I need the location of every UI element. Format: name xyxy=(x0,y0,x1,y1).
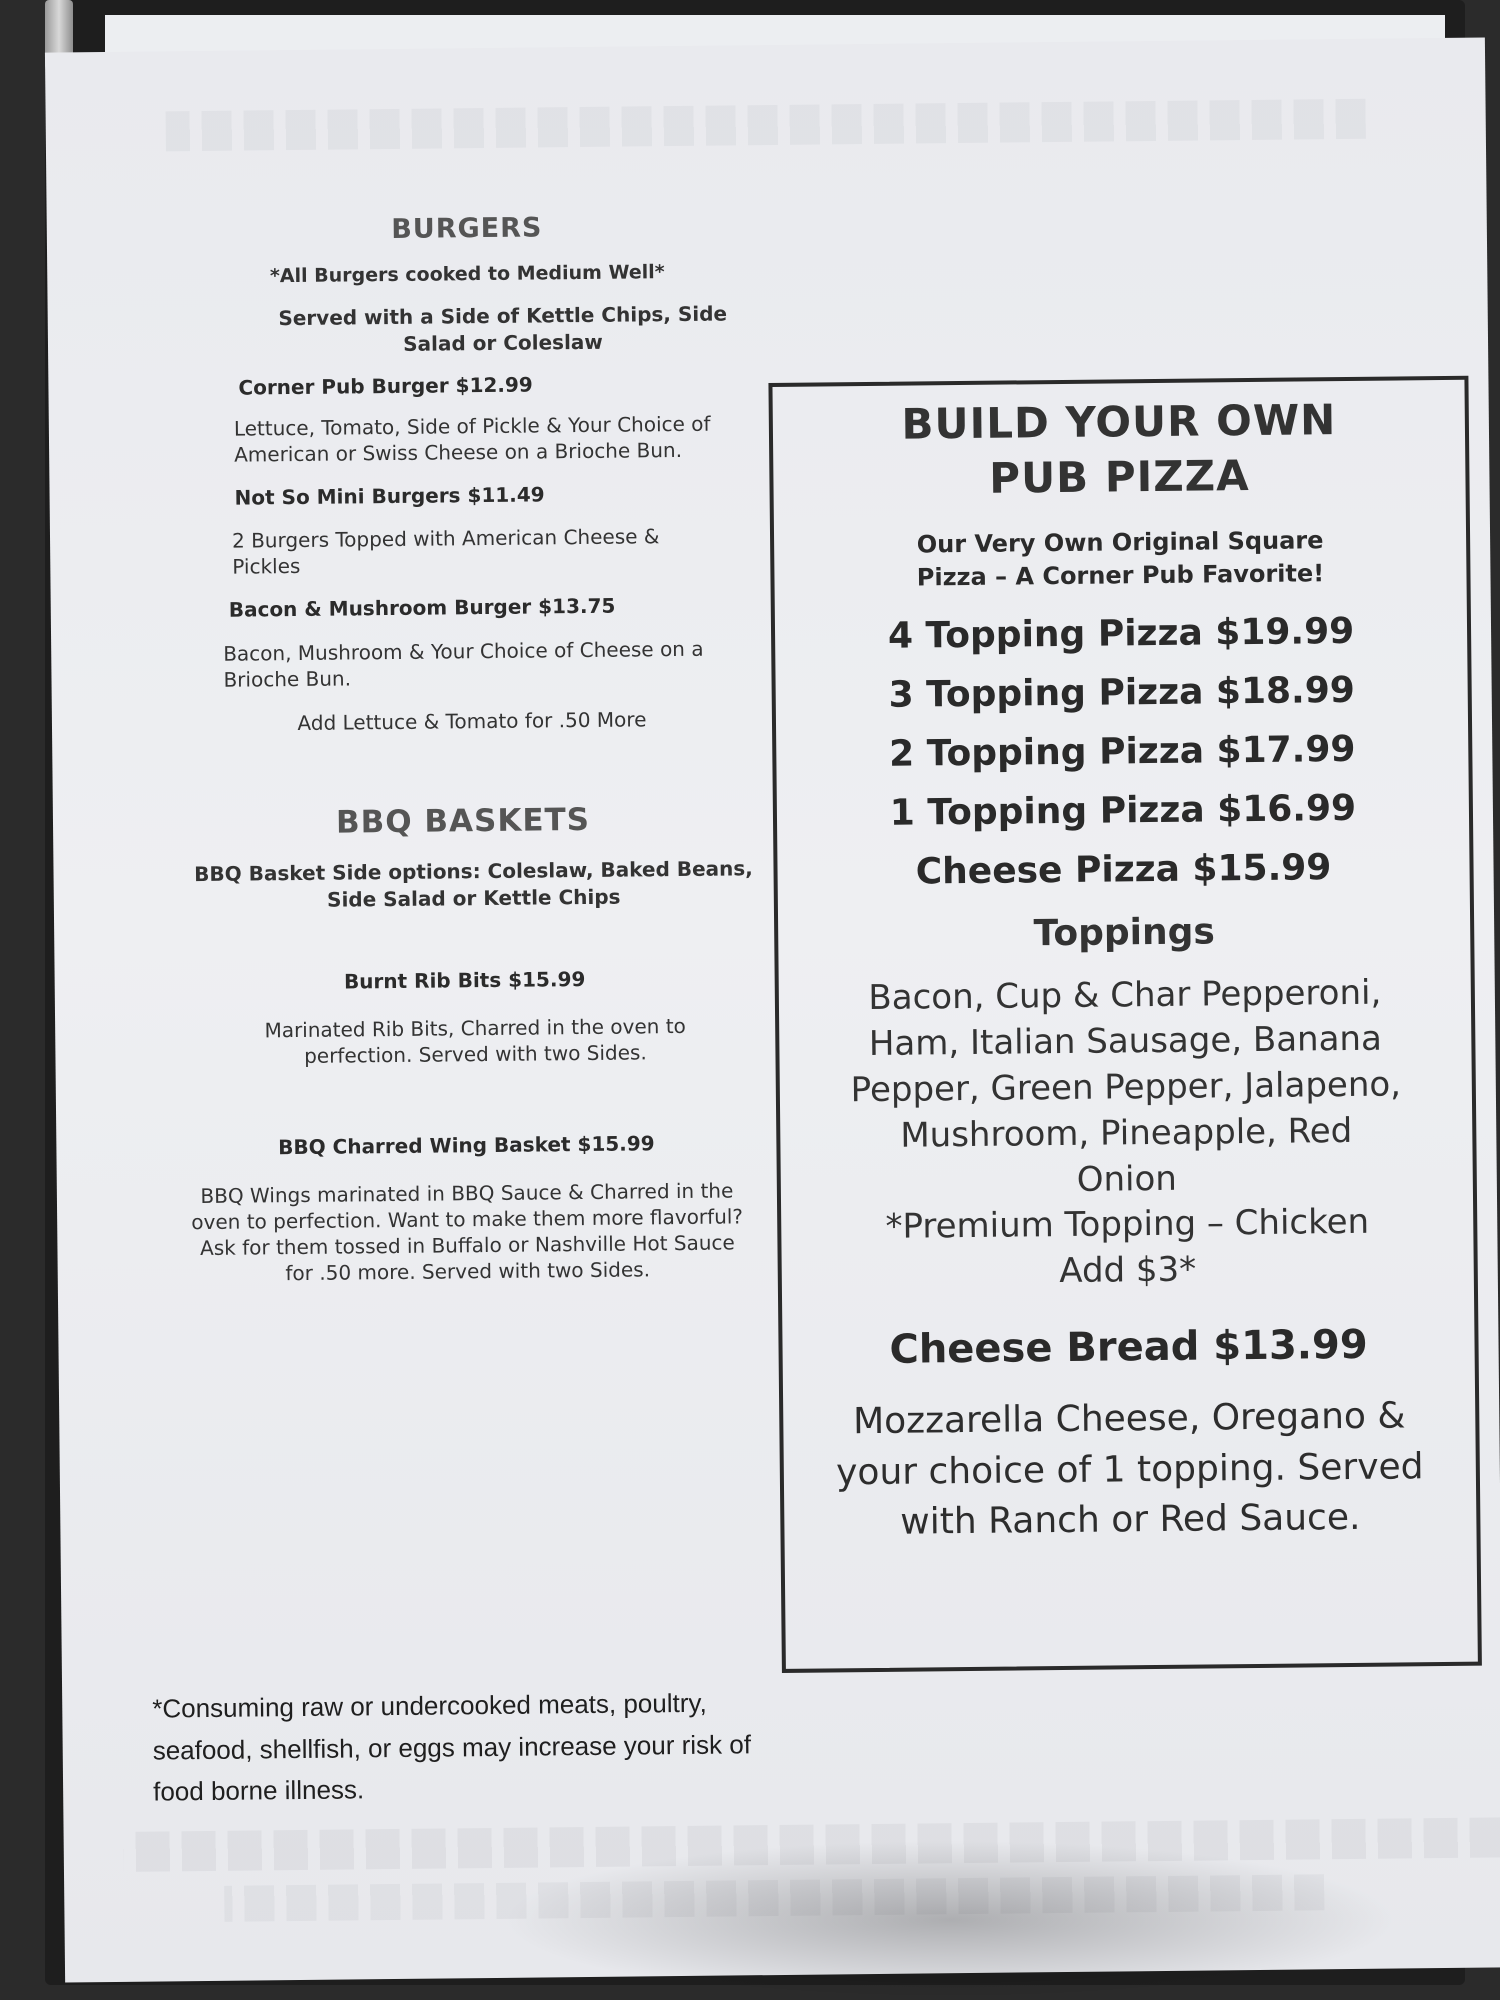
toppings-title: Toppings xyxy=(1033,911,1216,955)
pizza-price-item: 1 Topping Pizza $16.99 xyxy=(889,787,1357,834)
pizza-price-item: 2 Topping Pizza $17.99 xyxy=(888,728,1356,775)
menu-item-desc: Marinated Rib Bits, Charred in the oven to perfection. Served with two Sides. xyxy=(264,1013,686,1068)
pizza-price-item: Cheese Pizza $15.99 xyxy=(915,847,1332,893)
pizza-price-list xyxy=(775,610,1470,894)
pizza-title-line1: BUILD YOUR OWN xyxy=(901,395,1337,449)
burgers-title: BURGERS xyxy=(391,212,543,245)
cheese-bread-desc: Mozzarella Cheese, Oregano & your choice of 1 topping. Served with Ranch or Red Sauce. xyxy=(835,1395,1424,1543)
food-safety-warning: *Consuming raw or undercooked meats, poultry, seafood, shellfish, or eggs may increase your risk of food borne illness. xyxy=(152,1687,752,1807)
toppings-list: Bacon, Cup & Char Pepperoni, Ham, Italian Sausage, Banana Pepper, Green Pepper, Jalapeno, Mushroom, Pineapple, Red Onion xyxy=(850,972,1402,1200)
menu-item-desc: 2 Burgers Topped with American Cheese & Pickles xyxy=(231,524,660,579)
addon-note: Add Lettuce & Tomato for .50 More xyxy=(297,707,647,735)
pizza-title-line2: PUB PIZZA xyxy=(989,450,1250,503)
burgers-cook-note: *All Burgers cooked to Medium Well* xyxy=(269,261,665,288)
photo-shadow xyxy=(500,1840,1400,2000)
bbq-side-options: BBQ Basket Side options: Coleslaw, Baked Beans, Side Salad or Kettle Chips xyxy=(194,856,753,912)
pizza-price-item: 3 Topping Pizza $18.99 xyxy=(888,669,1356,716)
pizza-box xyxy=(768,376,1481,1673)
menu-item-desc: Lettuce, Tomato, Side of Pickle & Your Choice of American or Swiss Cheese on a Brioche Bun. xyxy=(233,411,711,467)
menu-item-title: Bacon & Mushroom Burger $13.75 xyxy=(228,593,616,622)
menu-item-desc: Bacon, Mushroom & Your Choice of Cheese on a Brioche Bun. xyxy=(223,636,704,692)
pizza-subtitle: Our Very Own Original Square Pizza – A Corner Pub Favorite! xyxy=(916,526,1325,592)
menu-item-title: Not So Mini Burgers $11.49 xyxy=(234,482,545,510)
burgers-side-note: Served with a Side of Kettle Chips, Side Salad or Coleslaw xyxy=(278,301,728,356)
menu-item-title: Corner Pub Burger $12.99 xyxy=(238,372,533,400)
menu-item-title: Burnt Rib Bits $15.99 xyxy=(343,966,586,994)
menu-item-title: BBQ Charred Wing Basket $15.99 xyxy=(278,1131,655,1160)
bbq-title: BBQ BASKETS xyxy=(335,801,591,841)
premium-topping-note: *Premium Topping – Chicken Add $3* xyxy=(885,1202,1370,1292)
pizza-price-item: 4 Topping Pizza $19.99 xyxy=(887,610,1355,657)
cheese-bread-title: Cheese Bread $13.99 xyxy=(889,1322,1368,1374)
menu-item-desc: BBQ Wings marinated in BBQ Sauce & Charred in the oven to perfection. Want to make them more flavorful? Ask for them tossed in Buffalo or Nashville Hot Sauce for .50 more. Served with two Sides. xyxy=(191,1178,744,1286)
bleed-through-texture xyxy=(166,99,1366,152)
menu-page xyxy=(45,38,1500,1983)
